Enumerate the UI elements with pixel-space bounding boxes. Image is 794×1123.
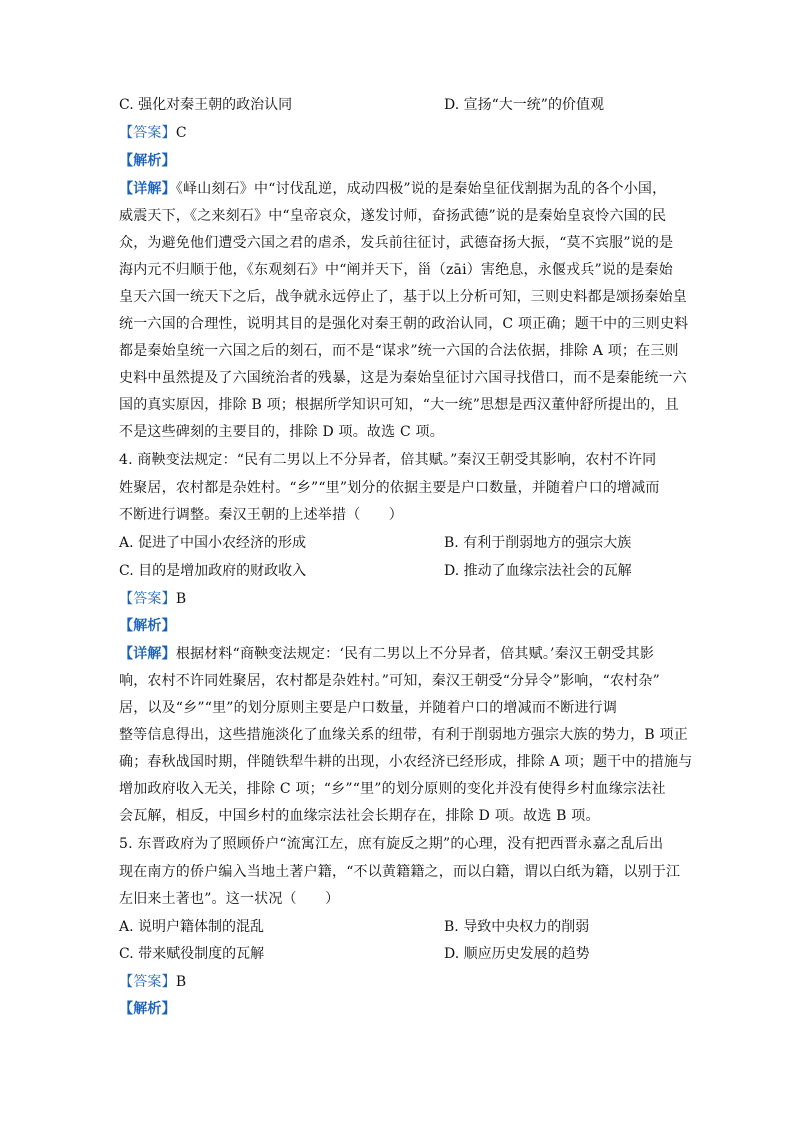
q4-options-row-ab xyxy=(119,534,679,552)
q3-detail-line: 海内元不归顺于他，《东观刻石》中“阐并天下，甾（zāi）害绝息，永偃戎兵”说的是秦始 xyxy=(119,262,673,278)
detail-tag: 【详解】 xyxy=(119,646,176,662)
answer-tag: 【答案】 xyxy=(119,125,176,141)
q4-detail-line: 响，农村不许同姓聚居，农村都是杂姓村。”可知，秦汉王朝受“分异令”影响，“农村杂” xyxy=(119,673,660,689)
analysis-tag: 【解析】 xyxy=(119,1001,176,1017)
q3-detail-line: 威震天下，《之来刻石》中“皇帝哀众，遂发讨师，奋扬武德”说的是秦始皇哀怜六国的民 xyxy=(119,208,667,224)
q3-answer xyxy=(119,124,679,142)
q4-option-d: D. 推动了血缘宗法社会的瓦解 xyxy=(444,563,632,579)
q4-stem-line: 4. 商鞅变法规定：“民有二男以上不分异者，倍其赋。”秦汉王朝受其影响，农村不许同 xyxy=(119,452,657,468)
q4-detail-line: 增加政府收入无关，排除 C 项；“乡”“里”的划分原则的变化并没有使得乡村血缘宗法社 xyxy=(119,781,666,797)
answer-value: B xyxy=(175,591,187,607)
analysis-tag: 【解析】 xyxy=(119,618,176,634)
q5-stem-line: 5. 东晋政府为了照顾侨户“流寓江左，庶有旋反之期”的心理，没有把西晋永嘉之乱后出 xyxy=(119,836,664,852)
q4-detail-line: 居，以及“乡”“里”的划分原则主要是户口数量，并随着户口的增减而不断进行调 xyxy=(119,700,618,716)
q3-detail-line: 史料中虽然提及了六国统治者的残暴，这是为秦始皇征讨六国寻找借口，而不是秦能统一六 xyxy=(119,370,687,386)
answer-value: B xyxy=(175,974,187,990)
q3-detail-line: 国的真实原因，排除 B 项；根据所学知识可知，“大一统”思想是西汉董仲舒所提出的，且 xyxy=(119,397,679,413)
q4-option-b: B. 有利于削弱地方的强宗大族 xyxy=(444,535,632,551)
q3-detail-line: 众，为避免他们遭受六国之君的虐杀，发兵前往征讨，武德奋扬大振，“莫不宾服”说的是 xyxy=(119,235,674,251)
q5-option-d: D. 顺应历史发展的趋势 xyxy=(444,946,590,962)
q4-detail-line: 整等信息得出，这些措施淡化了血缘关系的纽带，有利于削弱地方强宗大族的势力，B 项正 xyxy=(119,727,688,743)
q4-stem-line: 不断进行调整。秦汉王朝的上述举措（ ） xyxy=(119,507,403,523)
q5-answer xyxy=(119,973,679,991)
answer-value: C xyxy=(175,125,187,141)
q5-analysis-heading xyxy=(119,1000,679,1018)
q5-stem-line: 左旧来土著也”。这一状况（ ） xyxy=(119,891,340,907)
q4-option-c: C. 目的是增加政府的财政收入 xyxy=(119,563,307,579)
q3-option-c: C. 强化对秦王朝的政治认同 xyxy=(119,97,293,113)
q4-detail-line: 会瓦解，相反，中国乡村的血缘宗法社会长期存在，排除 D 项。故选 B 项。 xyxy=(119,808,600,824)
q3-detail-line: 【详解】《峄山刻石》中“讨伐乱逆，成动四极”说的是秦始皇征伐割据为乱的各个小国， xyxy=(119,181,667,197)
q3-analysis-heading xyxy=(119,152,679,170)
q3-options-row-cd xyxy=(119,96,679,114)
answer-tag: 【答案】 xyxy=(119,591,176,607)
q4-answer xyxy=(119,590,679,608)
analysis-tag: 【解析】 xyxy=(119,153,176,169)
q5-option-b: B. 导致中央权力的削弱 xyxy=(444,919,590,935)
q3-detail-line: 不是这些碑刻的主要目的，排除 D 项。故选 C 项。 xyxy=(119,424,444,440)
answer-tag: 【答案】 xyxy=(119,974,176,990)
q5-option-c: C. 带来赋役制度的瓦解 xyxy=(119,946,265,962)
q3-detail-line: 皇天六国一统天下之后，战争就永远停止了，基于以上分析可知，三则史料都是颂扬秦始皇 xyxy=(119,289,687,305)
q4-detail-line: 确；春秋战国时期，伴随铁犁牛耕的出现，小农经济已经形成，排除 A 项；题干中的措施与 xyxy=(119,754,693,770)
q5-stem-line: 现在南方的侨户编入当地土著户籍，“不以黄籍籍之，而以白籍，谓以白纸为籍，以别于江 xyxy=(119,864,681,880)
q3-detail-line: 统一六国的合理性，说明其目的是强化对秦王朝的政治认同，C 项正确；题干中的三则史料 xyxy=(119,316,689,332)
q4-option-a: A. 促进了中国小农经济的形成 xyxy=(119,535,307,551)
q4-detail-line: 【详解】根据材料“商鞅变法规定：‘民有二男以上不分异者，倍其赋。’秦汉王朝受其影 xyxy=(119,646,655,662)
q5-option-a: A. 说明户籍体制的混乱 xyxy=(119,919,265,935)
q4-analysis-heading xyxy=(119,617,679,635)
q3-detail-line: 都是秦始皇统一六国之后的刻石，而不是“谋求”统一六国的合法依据，排除 A 项；在三则 xyxy=(119,343,679,359)
q4-stem-line: 姓聚居，农村都是杂姓村。“乡”“里”划分的依据主要是户口数量，并随着户口的增减而 xyxy=(119,480,660,496)
q5-options-row-ab xyxy=(119,918,679,936)
q4-options-row-cd xyxy=(119,562,679,580)
q3-option-d: D. 宣扬“大一统”的价值观 xyxy=(444,97,604,113)
detail-tag: 【详解】 xyxy=(119,181,176,197)
q5-options-row-cd xyxy=(119,945,679,963)
